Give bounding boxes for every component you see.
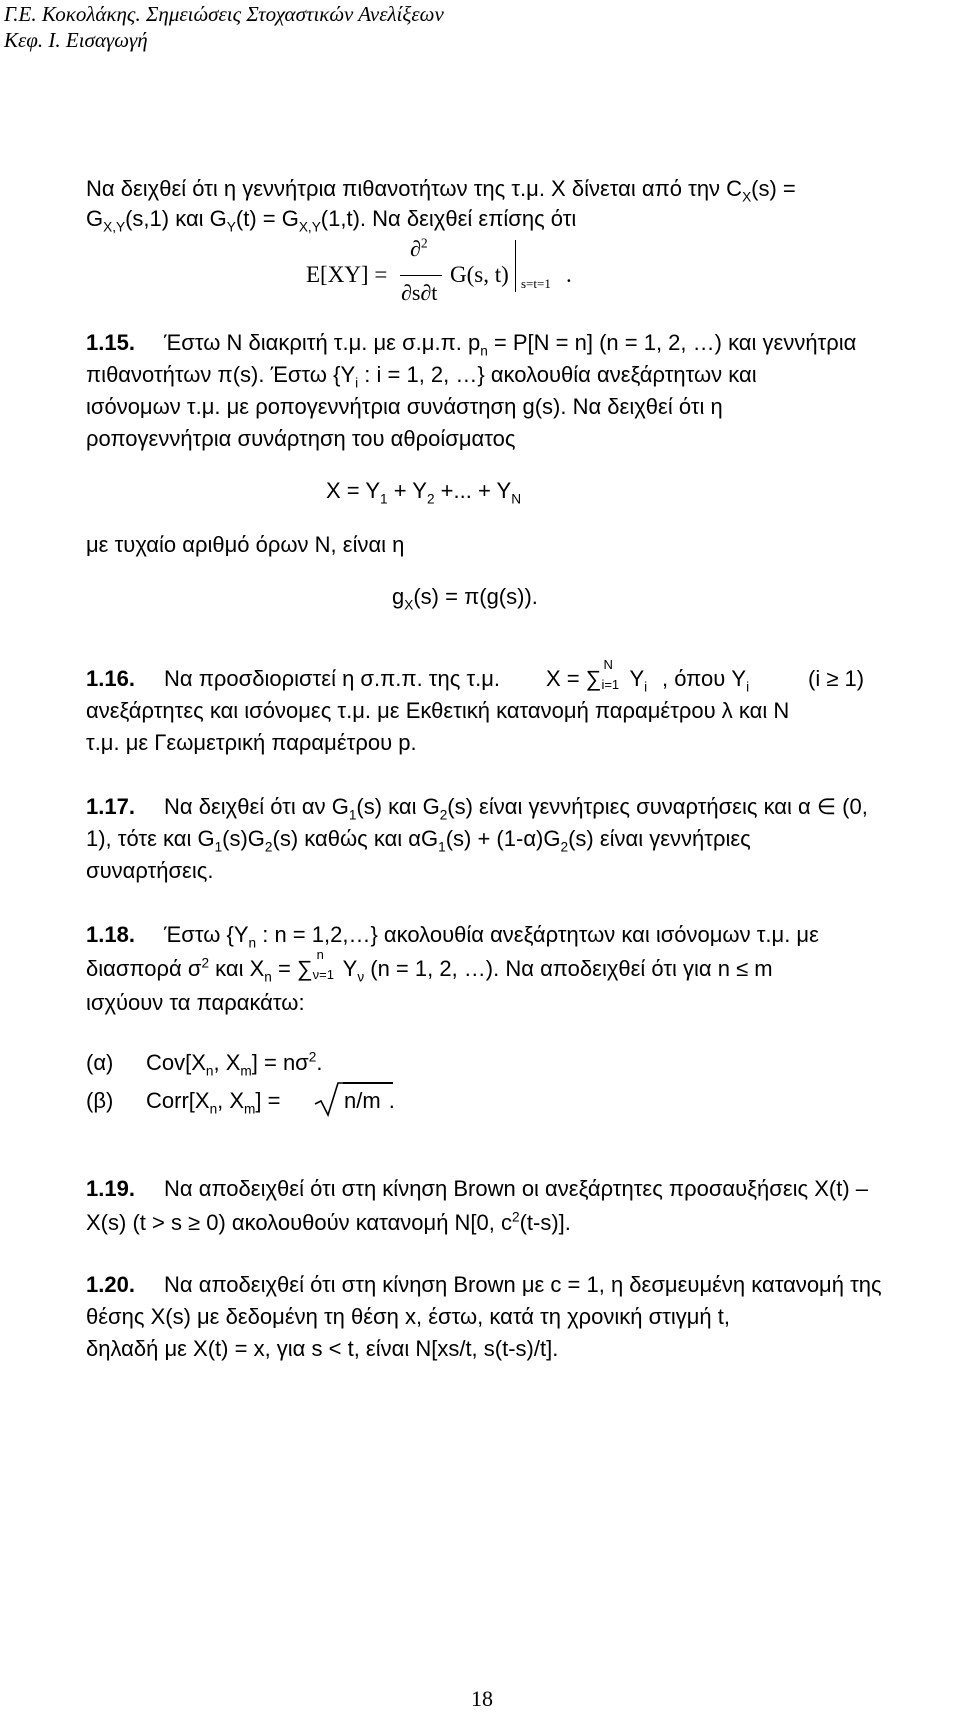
problem-number: 1.15. bbox=[86, 330, 135, 355]
evaluation-bar bbox=[515, 240, 516, 292]
formula-evaluation-point: s=t=1 bbox=[521, 276, 551, 291]
problem-number: 1.18. bbox=[86, 922, 135, 947]
covariance-formula: $Cov[X_n$, $X_m] = n\sigma^2$. bbox=[146, 1049, 323, 1079]
problem-number: 1.19. bbox=[86, 1176, 135, 1201]
fraction-bar bbox=[400, 275, 442, 276]
item-label: (β) bbox=[86, 1088, 114, 1113]
running-header-chapter: Κεφ. Ι. Εισαγωγή bbox=[4, 28, 148, 52]
problem-number: 1.20. bbox=[86, 1272, 135, 1297]
problem-line: Έστω {$Y_n$ : n = 1,2,…} ακολουθία ανεξάρτητων και ισόνομων τ.μ. με bbox=[164, 922, 819, 951]
sum-formula: $X = Y_1 + Y_2$ +... + $Y_N$ bbox=[326, 478, 522, 507]
running-header-title: Γ.Ε. Κοκολάκης. Σημειώσεις Στοχαστικών Ανελίξεων bbox=[4, 2, 444, 26]
problem-line: ανεξάρτητες και ισόνομες τ.μ. με Εκθετική κατανομή παραμέτρου λ και N bbox=[86, 698, 790, 723]
problem-line: διασπορά $\sigma^2$ και $X_n$ = ∑ n ν=1 $Y_\nu$ (n = 1, 2, …). Να αποδειχθεί ότι για n ≤ m bbox=[86, 947, 773, 985]
problem-line: Να αποδειχθεί ότι στη κίνηση Brown με c = 1, η δεσμευμένη κατανομή της bbox=[164, 1272, 882, 1297]
problem-line: ισχύουν τα παρακάτω: bbox=[86, 990, 305, 1015]
formula-end: . bbox=[566, 262, 572, 287]
condition: (i ≥ 1) bbox=[808, 666, 865, 691]
formula-rhs: G(s, t) bbox=[450, 262, 509, 287]
problem-number: 1.17. bbox=[86, 794, 135, 819]
problem-line: τ.μ. με Γεωμετρική παραμέτρου p. bbox=[86, 730, 417, 755]
intro-line-1: Να δειχθεί ότι η γεννήτρια πιθανοτήτων της τ.μ. X δίνεται από την $C_X(s)$ = bbox=[86, 176, 796, 205]
formula-numerator: ∂$^2$ bbox=[410, 235, 428, 261]
problem-line: Να δειχθεί ότι αν $G_1(s)$ και $G_2(s)$ είναι γεννήτριες συναρτήσεις και α ∈ (0, bbox=[164, 794, 868, 823]
problem-line: ροπογεννήτρια συνάρτηση του αθροίσματος bbox=[86, 426, 516, 451]
formula-denominator: ∂s∂t bbox=[401, 280, 438, 305]
problem-line: πιθανοτήτων π(s). Έστω {$Y_i$ : i = 1, 2, …} ακολουθία ανεξάρτητων και bbox=[86, 362, 757, 391]
problem-line: συναρτήσεις. bbox=[86, 858, 214, 883]
problem-number: 1.16. bbox=[86, 666, 135, 691]
square-root-bar bbox=[343, 1082, 393, 1084]
problem-line: 1), τότε και $G_1(s)G_2(s)$ καθώς και $\alpha G_1(s) + (1-\alpha)G_2(s)$ είναι γεννήτριες bbox=[86, 826, 751, 855]
formula-lhs: E[XY] = bbox=[306, 262, 388, 287]
page-number: 18 bbox=[471, 1686, 493, 1711]
problem-line: X(s) (t > s ≥ 0) ακολουθούν κατανομή N[0, $c^2(t-s)$]. bbox=[86, 1209, 571, 1235]
problem-line: Έστω N διακριτή τ.μ. με σ.μ.π. $p_n = P[N = n] (n = 1$, 2, …) και γεννήτρια bbox=[164, 330, 857, 359]
square-root-sign bbox=[314, 1082, 344, 1118]
problem-line: ισόνομων τ.μ. με ροπογεννήτρια συνάστηση g(s). Να δειχθεί ότι η bbox=[86, 394, 723, 419]
problem-line: Να προσδιοριστεί η σ.π.π. της τ.μ. bbox=[164, 666, 501, 691]
correlation-formula: $Corr[X_n$, $X_m$] = bbox=[146, 1088, 281, 1117]
problem-line: θέσης X(s) με δεδομένη τη θέση x, έστω, κατά τη χρονική στιγμή t, bbox=[86, 1304, 731, 1329]
item-label: (α) bbox=[86, 1050, 114, 1075]
problem-line: δηλαδή με X(t) = x, για s < t, είναι N[xs/t, s(t-s)/t]. bbox=[86, 1336, 559, 1361]
generating-function-formula: $g_X(s) = \pi(g(s))$. bbox=[392, 584, 538, 613]
problem-line: με τυχαίο αριθμό όρων N, είναι η bbox=[86, 532, 405, 557]
random-sum-formula: X = ∑ N i=1 $Y_i$ bbox=[546, 657, 648, 695]
intro-line-2: $G_{X,Y}(s,1)$ και $G_Y(t) = G_{X,Y}(1,t)$. Να δειχθεί επίσης ότι bbox=[86, 206, 577, 235]
problem-line: , όπου $Y_i$ bbox=[662, 666, 750, 695]
problem-line: Να αποδειχθεί ότι στη κίνηση Brown οι ανεξάρτητες προσαυξήσεις X(t) – bbox=[164, 1176, 869, 1201]
correlation-radicand: n/m . bbox=[344, 1088, 395, 1113]
